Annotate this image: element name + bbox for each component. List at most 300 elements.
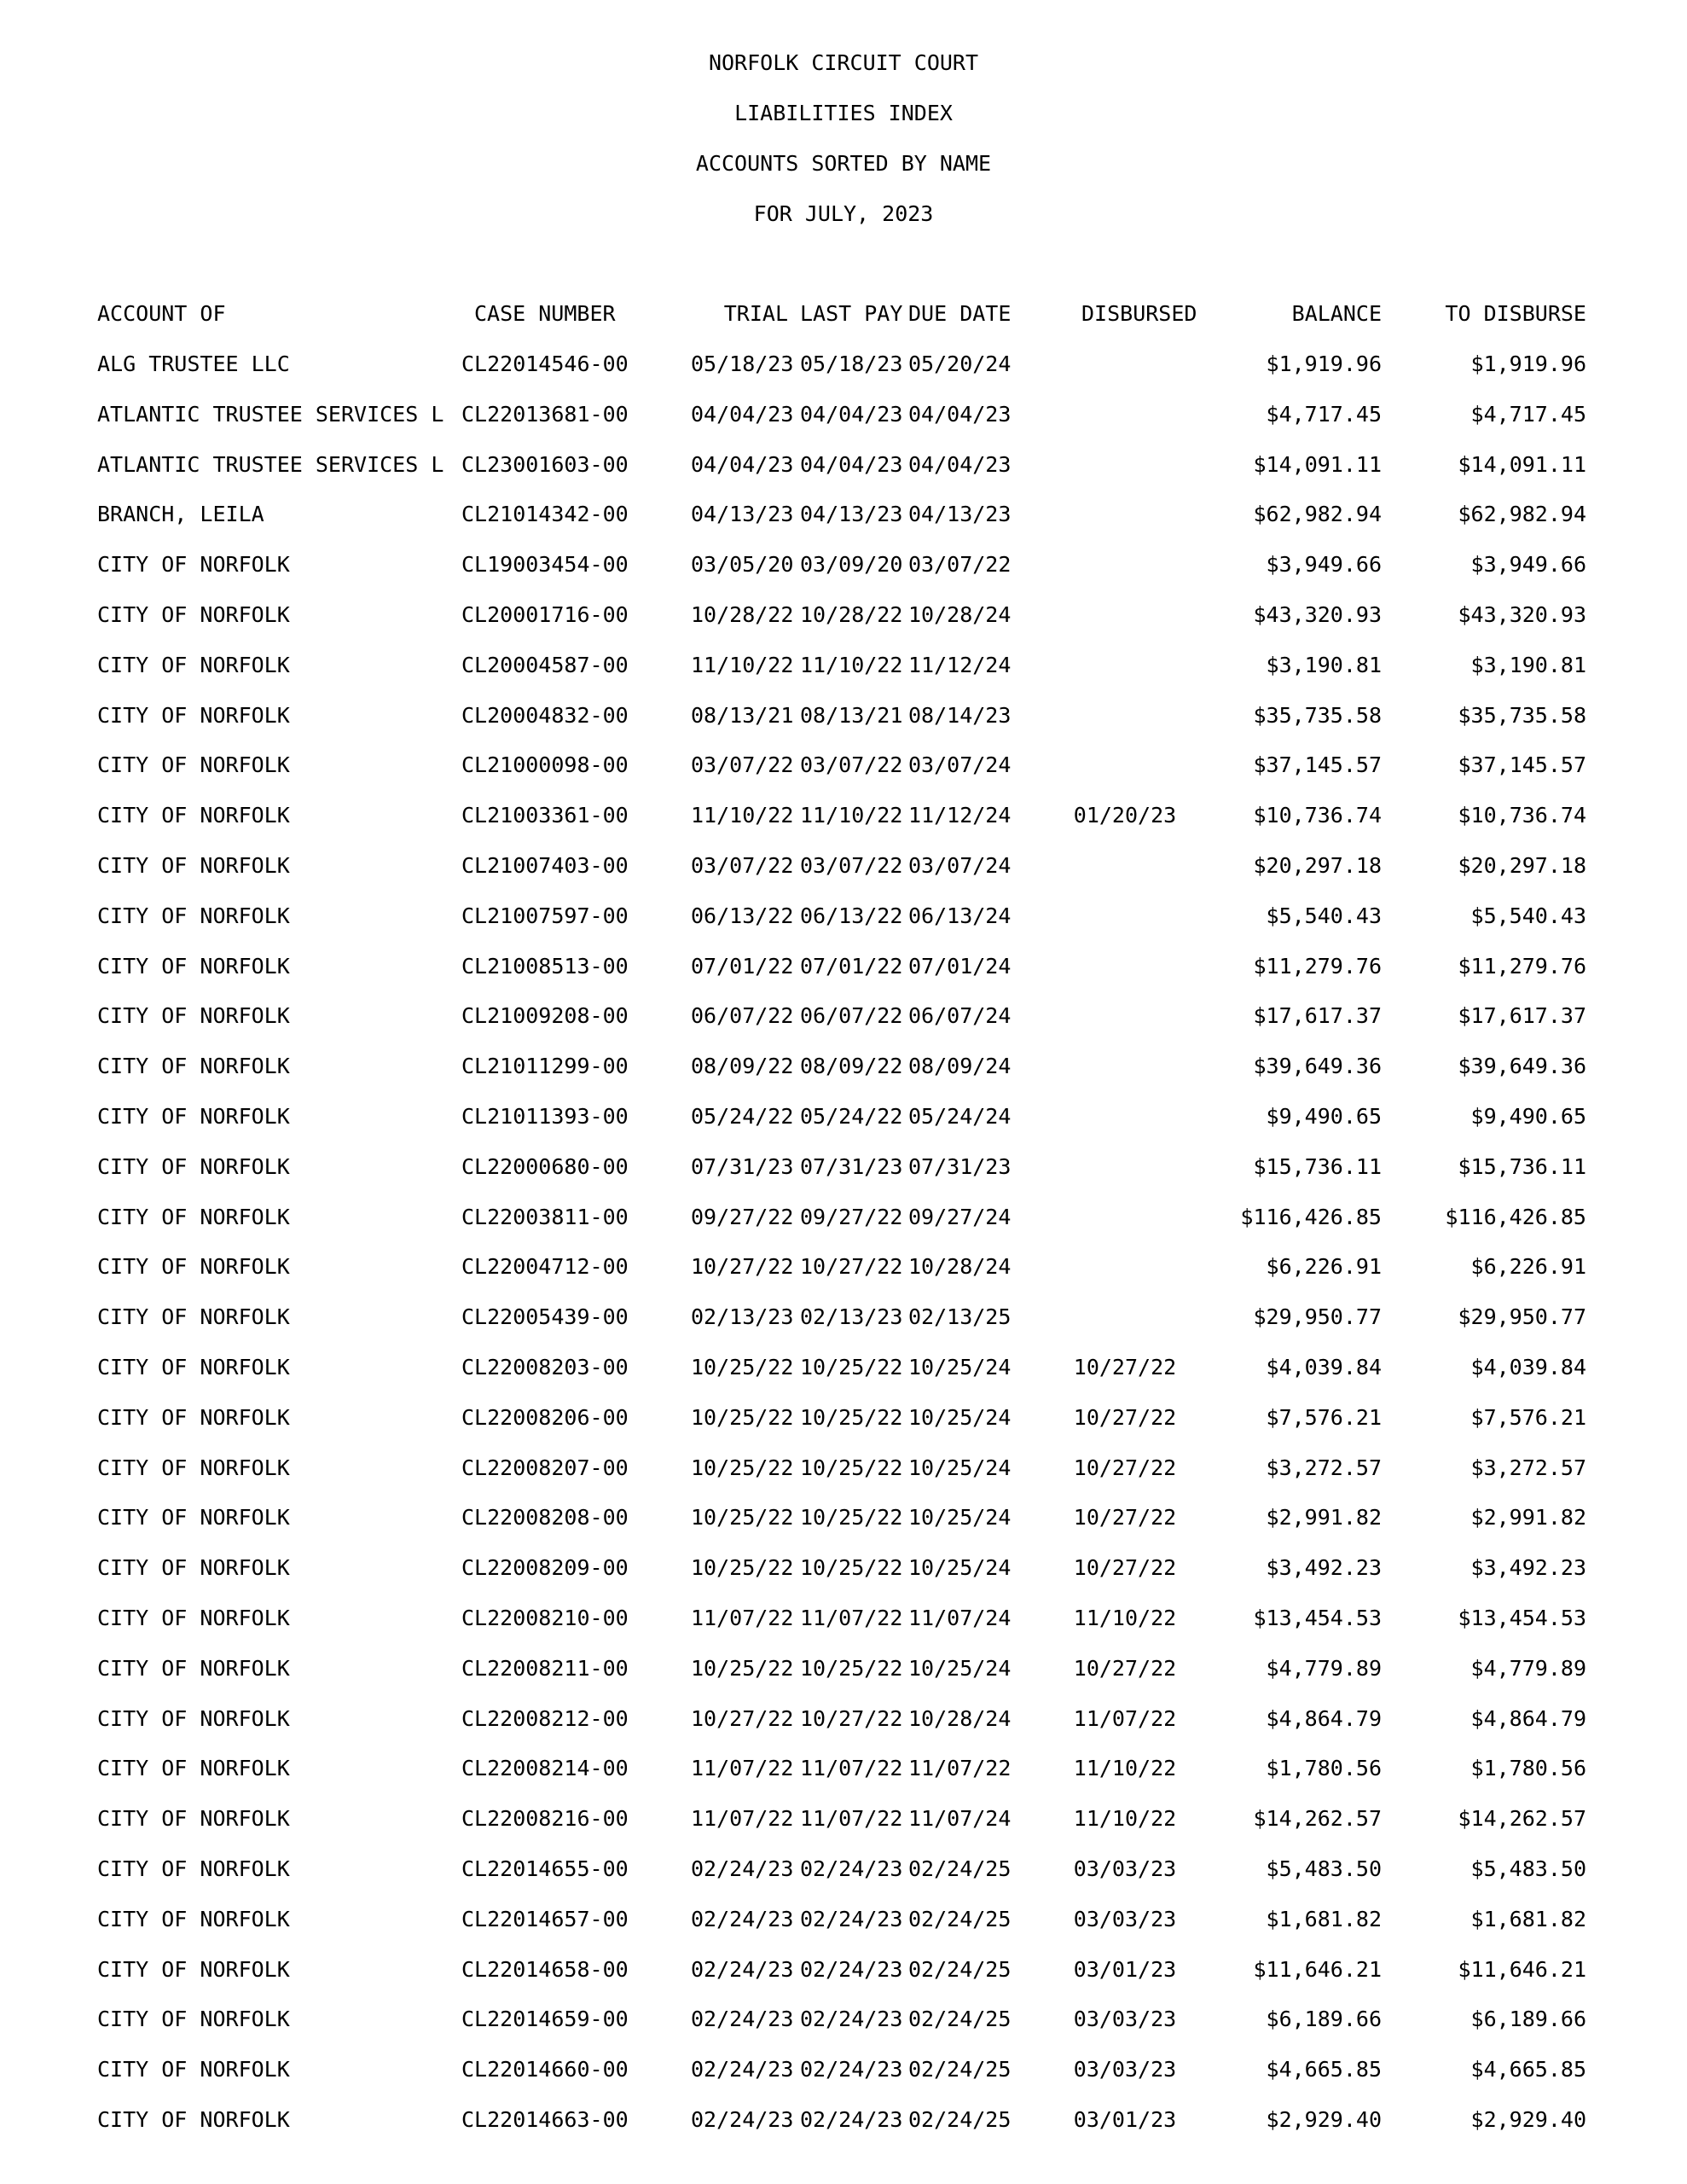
account-of-cell: CITY OF NORFOLK [97, 1907, 290, 1931]
account-of-cell: CITY OF NORFOLK [97, 552, 290, 577]
to-disburse-cell: $29,950.77 [1458, 1304, 1586, 1329]
last-pay-date-cell: 08/13/21 [800, 703, 903, 728]
balance-cell: $62,982.94 [1253, 502, 1382, 526]
case-number-cell: CL19003454-00 [461, 552, 629, 577]
case-number-cell: CL20001716-00 [461, 602, 629, 627]
balance-cell: $15,736.11 [1253, 1154, 1382, 1179]
disbursed-date-cell: 11/10/22 [1073, 1606, 1177, 1630]
trial-date-cell: 02/24/23 [691, 1856, 794, 1881]
last-pay-date-cell: 09/27/22 [800, 1205, 903, 1229]
to-disburse-cell: $6,189.66 [1470, 2007, 1586, 2031]
last-pay-date-cell: 11/10/22 [800, 653, 903, 677]
table-row [0, 1205, 1687, 1230]
trial-date-cell: 08/13/21 [691, 703, 794, 728]
due-date-cell: 03/07/24 [908, 853, 1012, 878]
to-disburse-cell: $39,649.36 [1458, 1054, 1586, 1078]
account-of-cell: ATLANTIC TRUSTEE SERVICES L [97, 452, 444, 477]
trial-date-cell: 04/13/23 [691, 502, 794, 526]
balance-cell: $4,039.84 [1266, 1355, 1382, 1380]
trial-date-cell: 10/25/22 [691, 1405, 794, 1430]
disbursed-date-cell: 03/03/23 [1073, 1907, 1177, 1931]
account-of-cell: CITY OF NORFOLK [97, 1555, 290, 1580]
table-row [0, 1254, 1687, 1280]
trial-date-cell: 10/27/22 [691, 1254, 794, 1279]
column-header-last-pay: LAST PAY [800, 301, 903, 326]
case-number-cell: CL23001603-00 [461, 452, 629, 477]
case-number-cell: CL22008216-00 [461, 1806, 629, 1831]
due-date-cell: 07/31/23 [908, 1154, 1012, 1179]
case-number-cell: CL21007403-00 [461, 853, 629, 878]
balance-cell: $5,540.43 [1266, 903, 1382, 928]
due-date-cell: 08/09/24 [908, 1054, 1012, 1078]
balance-cell: $43,320.93 [1253, 602, 1382, 627]
disbursed-date-cell: 03/03/23 [1073, 2057, 1177, 2082]
account-of-cell: CITY OF NORFOLK [97, 1706, 290, 1731]
trial-date-cell: 05/18/23 [691, 351, 794, 376]
last-pay-date-cell: 03/09/20 [800, 552, 903, 577]
account-of-cell: CITY OF NORFOLK [97, 1856, 290, 1881]
report-title: LIABILITIES INDEX [734, 101, 953, 125]
trial-date-cell: 02/24/23 [691, 1907, 794, 1931]
trial-date-cell: 08/09/22 [691, 1054, 794, 1078]
last-pay-date-cell: 02/24/23 [800, 1957, 903, 1982]
due-date-cell: 07/01/24 [908, 954, 1012, 979]
account-of-cell: CITY OF NORFOLK [97, 1205, 290, 1229]
table-row [0, 653, 1687, 678]
last-pay-date-cell: 10/27/22 [800, 1254, 903, 1279]
table-row [0, 602, 1687, 628]
column-header-row [0, 301, 1687, 327]
due-date-cell: 04/04/23 [908, 402, 1012, 427]
account-of-cell: CITY OF NORFOLK [97, 1355, 290, 1380]
trial-date-cell: 06/13/22 [691, 903, 794, 928]
to-disburse-cell: $62,982.94 [1458, 502, 1586, 526]
last-pay-date-cell: 06/13/22 [800, 903, 903, 928]
last-pay-date-cell: 02/24/23 [800, 2107, 903, 2132]
to-disburse-cell: $9,490.65 [1470, 1104, 1586, 1129]
case-number-cell: CL21011299-00 [461, 1054, 629, 1078]
case-number-cell: CL21003361-00 [461, 803, 629, 828]
due-date-cell: 02/24/25 [908, 1907, 1012, 1931]
table-row [0, 1355, 1687, 1380]
due-date-cell: 10/25/24 [908, 1355, 1012, 1380]
last-pay-date-cell: 02/24/23 [800, 1856, 903, 1881]
due-date-cell: 10/25/24 [908, 1455, 1012, 1480]
table-row [0, 1455, 1687, 1481]
account-of-cell: CITY OF NORFOLK [97, 1957, 290, 1982]
case-number-cell: CL22005439-00 [461, 1304, 629, 1329]
table-row [0, 1555, 1687, 1581]
balance-cell: $4,665.85 [1266, 2057, 1382, 2082]
disbursed-date-cell: 03/01/23 [1073, 2107, 1177, 2132]
due-date-cell: 02/24/25 [908, 1957, 1012, 1982]
trial-date-cell: 04/04/23 [691, 402, 794, 427]
due-date-cell: 02/24/25 [908, 1856, 1012, 1881]
last-pay-date-cell: 10/27/22 [800, 1706, 903, 1731]
balance-cell: $4,779.89 [1266, 1656, 1382, 1681]
table-row [0, 1806, 1687, 1832]
table-row [0, 452, 1687, 478]
to-disburse-cell: $1,780.56 [1470, 1756, 1586, 1780]
last-pay-date-cell: 03/07/22 [800, 752, 903, 777]
due-date-cell: 02/24/25 [908, 2057, 1012, 2082]
due-date-cell: 06/13/24 [908, 903, 1012, 928]
case-number-cell: CL22008208-00 [461, 1505, 629, 1530]
due-date-cell: 11/07/24 [908, 1806, 1012, 1831]
to-disburse-cell: $6,226.91 [1470, 1254, 1586, 1279]
balance-cell: $20,297.18 [1253, 853, 1382, 878]
case-number-cell: CL22008206-00 [461, 1405, 629, 1430]
trial-date-cell: 02/24/23 [691, 1957, 794, 1982]
to-disburse-cell: $14,091.11 [1458, 452, 1586, 477]
table-row [0, 1856, 1687, 1882]
table-row [0, 903, 1687, 929]
due-date-cell: 10/28/24 [908, 1706, 1012, 1731]
case-number-cell: CL21008513-00 [461, 954, 629, 979]
last-pay-date-cell: 10/25/22 [800, 1505, 903, 1530]
to-disburse-cell: $15,736.11 [1458, 1154, 1586, 1179]
account-of-cell: CITY OF NORFOLK [97, 2107, 290, 2132]
account-of-cell: CITY OF NORFOLK [97, 1455, 290, 1480]
table-row [0, 703, 1687, 729]
last-pay-date-cell: 04/13/23 [800, 502, 903, 526]
due-date-cell: 10/28/24 [908, 602, 1012, 627]
trial-date-cell: 11/07/22 [691, 1756, 794, 1780]
account-of-cell: CITY OF NORFOLK [97, 1054, 290, 1078]
due-date-cell: 05/20/24 [908, 351, 1012, 376]
case-number-cell: CL22008209-00 [461, 1555, 629, 1580]
last-pay-date-cell: 02/24/23 [800, 2007, 903, 2031]
case-number-cell: CL21014342-00 [461, 502, 629, 526]
last-pay-date-cell: 10/25/22 [800, 1555, 903, 1580]
to-disburse-cell: $4,717.45 [1470, 402, 1586, 427]
case-number-cell: CL20004832-00 [461, 703, 629, 728]
last-pay-date-cell: 04/04/23 [800, 452, 903, 477]
case-number-cell: CL22014659-00 [461, 2007, 629, 2031]
case-number-cell: CL22008214-00 [461, 1756, 629, 1780]
balance-cell: $29,950.77 [1253, 1304, 1382, 1329]
column-header-case-number: CASE NUMBER [474, 301, 616, 326]
due-date-cell: 03/07/22 [908, 552, 1012, 577]
table-row [0, 1656, 1687, 1682]
table-row [0, 351, 1687, 377]
case-number-cell: CL22004712-00 [461, 1254, 629, 1279]
case-number-cell: CL22008211-00 [461, 1656, 629, 1681]
due-date-cell: 11/07/24 [908, 1606, 1012, 1630]
account-of-cell: CITY OF NORFOLK [97, 2057, 290, 2082]
trial-date-cell: 10/25/22 [691, 1355, 794, 1380]
balance-cell: $9,490.65 [1266, 1104, 1382, 1129]
balance-cell: $1,681.82 [1266, 1907, 1382, 1931]
disbursed-date-cell: 03/03/23 [1073, 2007, 1177, 2031]
to-disburse-cell: $10,736.74 [1458, 803, 1586, 828]
due-date-cell: 10/25/24 [908, 1656, 1012, 1681]
balance-cell: $2,929.40 [1266, 2107, 1382, 2132]
last-pay-date-cell: 11/07/22 [800, 1806, 903, 1831]
account-of-cell: CITY OF NORFOLK [97, 653, 290, 677]
case-number-cell: CL22008210-00 [461, 1606, 629, 1630]
column-header-to-disburse: TO DISBURSE [1445, 301, 1586, 326]
last-pay-date-cell: 11/07/22 [800, 1606, 903, 1630]
case-number-cell: CL21009208-00 [461, 1003, 629, 1028]
to-disburse-cell: $5,483.50 [1470, 1856, 1586, 1881]
column-header-due-date: DUE DATE [908, 301, 1012, 326]
account-of-cell: CITY OF NORFOLK [97, 1505, 290, 1530]
balance-cell: $10,736.74 [1253, 803, 1382, 828]
trial-date-cell: 11/10/22 [691, 803, 794, 828]
due-date-cell: 02/13/25 [908, 1304, 1012, 1329]
balance-cell: $37,145.57 [1253, 752, 1382, 777]
to-disburse-cell: $5,540.43 [1470, 903, 1586, 928]
last-pay-date-cell: 06/07/22 [800, 1003, 903, 1028]
trial-date-cell: 11/07/22 [691, 1606, 794, 1630]
to-disburse-cell: $4,864.79 [1470, 1706, 1586, 1731]
column-header-disbursed: DISBURSED [1081, 301, 1197, 326]
trial-date-cell: 10/25/22 [691, 1455, 794, 1480]
trial-date-cell: 07/31/23 [691, 1154, 794, 1179]
case-number-cell: CL22014663-00 [461, 2107, 629, 2132]
account-of-cell: CITY OF NORFOLK [97, 1405, 290, 1430]
to-disburse-cell: $3,492.23 [1470, 1555, 1586, 1580]
due-date-cell: 04/13/23 [908, 502, 1012, 526]
due-date-cell: 02/24/25 [908, 2007, 1012, 2031]
balance-cell: $14,262.57 [1253, 1806, 1382, 1831]
table-row [0, 1907, 1687, 1932]
account-of-cell: CITY OF NORFOLK [97, 1656, 290, 1681]
table-row [0, 2007, 1687, 2032]
balance-cell: $6,226.91 [1266, 1254, 1382, 1279]
trial-date-cell: 11/10/22 [691, 653, 794, 677]
trial-date-cell: 07/01/22 [691, 954, 794, 979]
last-pay-date-cell: 10/25/22 [800, 1355, 903, 1380]
to-disburse-cell: $7,576.21 [1470, 1405, 1586, 1430]
case-number-cell: CL21011393-00 [461, 1104, 629, 1129]
last-pay-date-cell: 03/07/22 [800, 853, 903, 878]
column-header-account-of: ACCOUNT OF [97, 301, 226, 326]
trial-date-cell: 05/24/22 [691, 1104, 794, 1129]
to-disburse-cell: $11,646.21 [1458, 1957, 1586, 1982]
table-row [0, 1304, 1687, 1330]
case-number-cell: CL22008203-00 [461, 1355, 629, 1380]
due-date-cell: 09/27/24 [908, 1205, 1012, 1229]
trial-date-cell: 10/25/22 [691, 1505, 794, 1530]
account-of-cell: CITY OF NORFOLK [97, 954, 290, 979]
trial-date-cell: 03/05/20 [691, 552, 794, 577]
to-disburse-cell: $35,735.58 [1458, 703, 1586, 728]
table-row [0, 1003, 1687, 1029]
case-number-cell: CL22000680-00 [461, 1154, 629, 1179]
due-date-cell: 11/12/24 [908, 803, 1012, 828]
table-row [0, 1054, 1687, 1079]
due-date-cell: 05/24/24 [908, 1104, 1012, 1129]
case-number-cell: CL22014658-00 [461, 1957, 629, 1982]
table-row [0, 402, 1687, 427]
disbursed-date-cell: 10/27/22 [1073, 1555, 1177, 1580]
account-of-cell: CITY OF NORFOLK [97, 1806, 290, 1831]
disbursed-date-cell: 03/03/23 [1073, 1856, 1177, 1881]
disbursed-date-cell: 10/27/22 [1073, 1656, 1177, 1681]
to-disburse-cell: $3,272.57 [1470, 1455, 1586, 1480]
table-row [0, 502, 1687, 527]
case-number-cell: CL21007597-00 [461, 903, 629, 928]
to-disburse-cell: $1,919.96 [1470, 351, 1586, 376]
to-disburse-cell: $1,681.82 [1470, 1907, 1586, 1931]
table-row [0, 752, 1687, 778]
last-pay-date-cell: 10/28/22 [800, 602, 903, 627]
last-pay-date-cell: 11/07/22 [800, 1756, 903, 1780]
account-of-cell: CITY OF NORFOLK [97, 1154, 290, 1179]
balance-cell: $2,991.82 [1266, 1505, 1382, 1530]
last-pay-date-cell: 02/13/23 [800, 1304, 903, 1329]
trial-date-cell: 10/28/22 [691, 602, 794, 627]
balance-cell: $17,617.37 [1253, 1003, 1382, 1028]
account-of-cell: CITY OF NORFOLK [97, 703, 290, 728]
balance-cell: $4,717.45 [1266, 402, 1382, 427]
trial-date-cell: 09/27/22 [691, 1205, 794, 1229]
to-disburse-cell: $43,320.93 [1458, 602, 1586, 627]
trial-date-cell: 02/24/23 [691, 2057, 794, 2082]
trial-date-cell: 11/07/22 [691, 1806, 794, 1831]
balance-cell: $3,492.23 [1266, 1555, 1382, 1580]
trial-date-cell: 04/04/23 [691, 452, 794, 477]
column-header-balance: BALANCE [1291, 301, 1382, 326]
balance-cell: $13,454.53 [1253, 1606, 1382, 1630]
disbursed-date-cell: 11/10/22 [1073, 1756, 1177, 1780]
account-of-cell: CITY OF NORFOLK [97, 1304, 290, 1329]
balance-cell: $116,426.85 [1240, 1205, 1382, 1229]
table-row [0, 1505, 1687, 1531]
disbursed-date-cell: 10/27/22 [1073, 1505, 1177, 1530]
last-pay-date-cell: 07/01/22 [800, 954, 903, 979]
last-pay-date-cell: 05/18/23 [800, 351, 903, 376]
table-row [0, 1104, 1687, 1130]
trial-date-cell: 03/07/22 [691, 853, 794, 878]
balance-cell: $7,576.21 [1266, 1405, 1382, 1430]
to-disburse-cell: $13,454.53 [1458, 1606, 1586, 1630]
account-of-cell: CITY OF NORFOLK [97, 752, 290, 777]
last-pay-date-cell: 10/25/22 [800, 1455, 903, 1480]
trial-date-cell: 03/07/22 [691, 752, 794, 777]
disbursed-date-cell: 11/10/22 [1073, 1806, 1177, 1831]
account-of-cell: ALG TRUSTEE LLC [97, 351, 290, 376]
balance-cell: $3,190.81 [1266, 653, 1382, 677]
trial-date-cell: 02/24/23 [691, 2107, 794, 2132]
due-date-cell: 10/25/24 [908, 1555, 1012, 1580]
account-of-cell: CITY OF NORFOLK [97, 903, 290, 928]
account-of-cell: ATLANTIC TRUSTEE SERVICES L [97, 402, 444, 427]
to-disburse-cell: $4,039.84 [1470, 1355, 1586, 1380]
last-pay-date-cell: 02/24/23 [800, 1907, 903, 1931]
balance-cell: $11,279.76 [1253, 954, 1382, 979]
table-row [0, 2057, 1687, 2082]
balance-cell: $1,780.56 [1266, 1756, 1382, 1780]
report-period: FOR JULY, 2023 [753, 201, 934, 226]
to-disburse-cell: $2,991.82 [1470, 1505, 1586, 1530]
last-pay-date-cell: 02/24/23 [800, 2057, 903, 2082]
account-of-cell: CITY OF NORFOLK [97, 2007, 290, 2031]
court-name: NORFOLK CIRCUIT COURT [708, 50, 979, 75]
trial-date-cell: 06/07/22 [691, 1003, 794, 1028]
report-sort-description: ACCOUNTS SORTED BY NAME [695, 151, 992, 176]
last-pay-date-cell: 04/04/23 [800, 402, 903, 427]
to-disburse-cell: $4,665.85 [1470, 2057, 1586, 2082]
table-row [0, 552, 1687, 578]
due-date-cell: 10/25/24 [908, 1405, 1012, 1430]
account-of-cell: CITY OF NORFOLK [97, 853, 290, 878]
to-disburse-cell: $37,145.57 [1458, 752, 1586, 777]
case-number-cell: CL21000098-00 [461, 752, 629, 777]
to-disburse-cell: $11,279.76 [1458, 954, 1586, 979]
trial-date-cell: 10/27/22 [691, 1706, 794, 1731]
due-date-cell: 02/24/25 [908, 2107, 1012, 2132]
account-of-cell: CITY OF NORFOLK [97, 803, 290, 828]
account-of-cell: CITY OF NORFOLK [97, 1254, 290, 1279]
last-pay-date-cell: 08/09/22 [800, 1054, 903, 1078]
due-date-cell: 10/28/24 [908, 1254, 1012, 1279]
balance-cell: $1,919.96 [1266, 351, 1382, 376]
disbursed-date-cell: 10/27/22 [1073, 1405, 1177, 1430]
case-number-cell: CL22014657-00 [461, 1907, 629, 1931]
balance-cell: $3,272.57 [1266, 1455, 1382, 1480]
case-number-cell: CL22014655-00 [461, 1856, 629, 1881]
table-row [0, 1606, 1687, 1631]
balance-cell: $14,091.11 [1253, 452, 1382, 477]
trial-date-cell: 02/24/23 [691, 2007, 794, 2031]
due-date-cell: 11/12/24 [908, 653, 1012, 677]
last-pay-date-cell: 11/10/22 [800, 803, 903, 828]
case-number-cell: CL22008212-00 [461, 1706, 629, 1731]
table-row [0, 1756, 1687, 1781]
account-of-cell: BRANCH, LEILA [97, 502, 264, 526]
trial-date-cell: 02/13/23 [691, 1304, 794, 1329]
disbursed-date-cell: 10/27/22 [1073, 1355, 1177, 1380]
to-disburse-cell: $2,929.40 [1470, 2107, 1586, 2132]
balance-cell: $5,483.50 [1266, 1856, 1382, 1881]
due-date-cell: 03/07/24 [908, 752, 1012, 777]
disbursed-date-cell: 10/27/22 [1073, 1455, 1177, 1480]
balance-cell: $11,646.21 [1253, 1957, 1382, 1982]
to-disburse-cell: $17,617.37 [1458, 1003, 1586, 1028]
balance-cell: $6,189.66 [1266, 2007, 1382, 2031]
to-disburse-cell: $14,262.57 [1458, 1806, 1586, 1831]
account-of-cell: CITY OF NORFOLK [97, 602, 290, 627]
trial-date-cell: 10/25/22 [691, 1656, 794, 1681]
disbursed-date-cell: 01/20/23 [1073, 803, 1177, 828]
case-number-cell: CL22013681-00 [461, 402, 629, 427]
account-of-cell: CITY OF NORFOLK [97, 1756, 290, 1780]
due-date-cell: 11/07/22 [908, 1756, 1012, 1780]
account-of-cell: CITY OF NORFOLK [97, 1003, 290, 1028]
last-pay-date-cell: 10/25/22 [800, 1656, 903, 1681]
table-row [0, 2107, 1687, 2133]
to-disburse-cell: $116,426.85 [1445, 1205, 1586, 1229]
to-disburse-cell: $4,779.89 [1470, 1656, 1586, 1681]
table-row [0, 1706, 1687, 1732]
disbursed-date-cell: 03/01/23 [1073, 1957, 1177, 1982]
case-number-cell: CL20004587-00 [461, 653, 629, 677]
due-date-cell: 08/14/23 [908, 703, 1012, 728]
table-row [0, 1405, 1687, 1431]
due-date-cell: 10/25/24 [908, 1505, 1012, 1530]
due-date-cell: 06/07/24 [908, 1003, 1012, 1028]
balance-cell: $39,649.36 [1253, 1054, 1382, 1078]
to-disburse-cell: $20,297.18 [1458, 853, 1586, 878]
table-row [0, 853, 1687, 879]
to-disburse-cell: $3,949.66 [1470, 552, 1586, 577]
table-row [0, 954, 1687, 979]
case-number-cell: CL22003811-00 [461, 1205, 629, 1229]
to-disburse-cell: $3,190.81 [1470, 653, 1586, 677]
